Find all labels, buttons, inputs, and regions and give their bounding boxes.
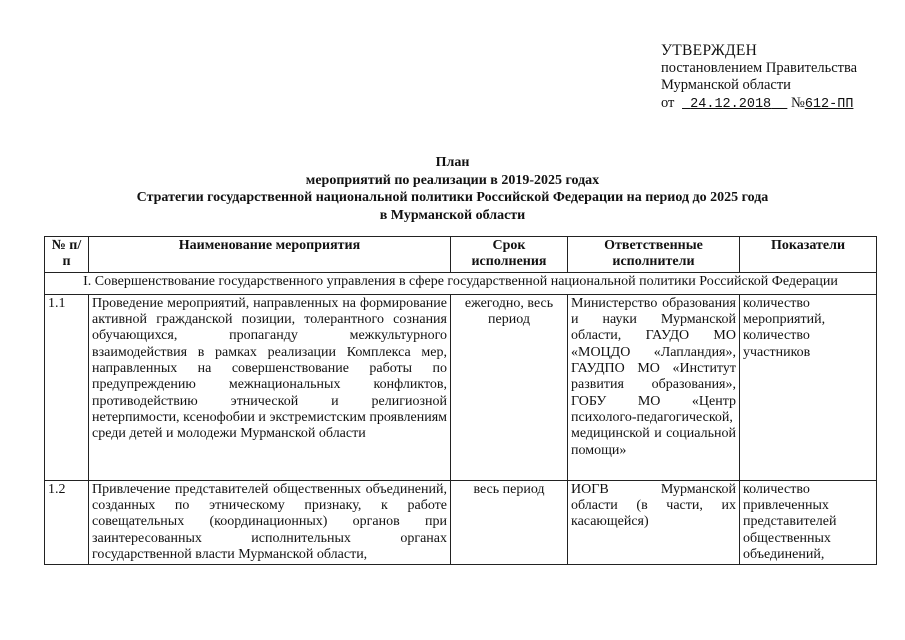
approval-number-sign: № — [790, 94, 805, 111]
title-line: План — [435, 155, 470, 170]
row-indicators: количество мероприятий, количество участников — [740, 294, 877, 480]
header-term: Срок исполнения — [451, 237, 568, 273]
approval-line: Мурманской области — [661, 77, 791, 93]
table-header-row — [45, 237, 877, 273]
row-term: весь период — [451, 480, 568, 564]
header-name: Наименование мероприятия — [89, 237, 451, 273]
row-term: ежегодно, весь период — [451, 294, 568, 480]
approval-number: 612-ПП — [804, 96, 854, 112]
row-name: Привлечение представителей общественных объединений, созданных по этническому признаку, к работе совещательных (координационных) органов при заинтересованных исполнительных органах государственной власти Мурманской области, — [89, 480, 451, 564]
approval-line: постановлением Правительства — [661, 59, 858, 76]
approval-stamp — [661, 42, 857, 113]
table-row — [45, 294, 877, 480]
table-row — [45, 480, 877, 564]
row-num: 1.1 — [45, 294, 89, 480]
row-responsible: Министерство образования и науки Мурманской области, ГАУДО МО «МОЦДО «Лапландия», ГАУДПО МО «Институт развития образования», ГОБУ МО «Центр психолого-педагогической, медицинской и социальной помощи» — [568, 294, 740, 480]
approval-from: от — [661, 94, 675, 111]
row-name: Проведение мероприятий, направленных на формирование активной гражданской позиции, толерантного сознания обучающихся, пропаганду межкультурного взаимодействия в рамках реализации Комплекса мер, направленных на совершенствование работы по предупреждению межнациональных конфликтов, противодействию этнической и религиозной нетерпимости, ксенофобии и экстремистским проявлениям среди детей и молодежи Мурманской области — [89, 294, 451, 480]
row-responsible: ИОГВ Мурманской области (в части, их касающейся) — [568, 480, 740, 564]
approval-heading: УТВЕРЖДЕН — [661, 42, 758, 59]
row-num: 1.2 — [45, 480, 89, 564]
document-title — [0, 154, 905, 224]
title-line: Стратегии государственной национальной политики Российской Федерации на период до 2025 года — [136, 190, 769, 205]
title-line: мероприятий по реализации в 2019-2025 годах — [305, 172, 600, 188]
header-num: № п/п — [45, 237, 89, 273]
row-indicators: количество привлеченных представителей общественных объединений, — [740, 480, 877, 564]
plan-table — [44, 236, 877, 565]
header-responsible: Ответственные исполнители — [568, 237, 740, 273]
title-line: в Мурманской области — [379, 207, 526, 223]
approval-date: 24.12.2018 — [690, 96, 772, 112]
approval-date-line — [661, 95, 857, 114]
section-row — [45, 272, 877, 294]
section-title: I. Совершенствование государственного управления в сфере государственной национальной политики Российской Федерации — [45, 272, 877, 294]
header-indicators: Показатели — [740, 237, 877, 273]
